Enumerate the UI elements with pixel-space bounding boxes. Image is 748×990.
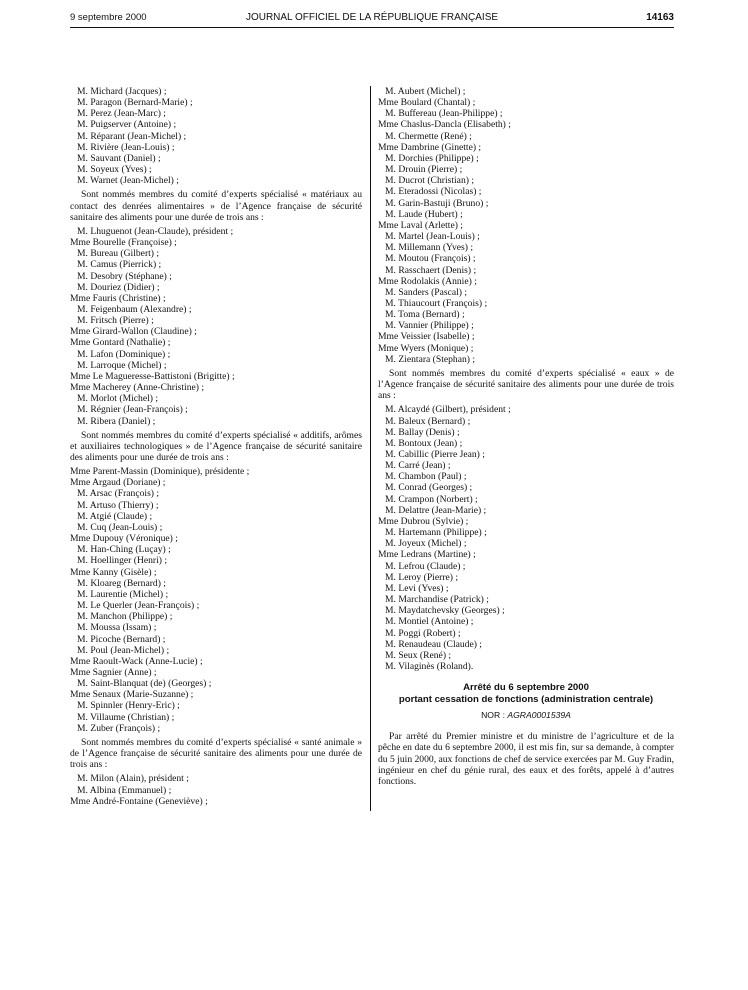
list-item: Mme Raoult-Wack (Anne-Lucie) ;	[70, 655, 203, 667]
list-item: Mme André-Fontaine (Geneviève) ;	[70, 795, 208, 807]
list-item: M. Saint-Blanquat (de) (Georges) ;	[77, 678, 212, 690]
list-item: M. Kloareg (Bernard) ;	[77, 577, 166, 589]
list-item: M. Michard (Jacques) ;	[77, 86, 167, 97]
list-item: Mme Bourelle (Françoise) ;	[70, 237, 177, 249]
list-item: M. Toma (Bernard) ;	[385, 309, 465, 321]
list-item: M. Aubert (Michel) ;	[385, 86, 466, 97]
list-item: M. Réparant (Jean-Michel) ;	[77, 130, 187, 142]
list-item: M. Lhuguenot (Jean-Claude), président ;	[77, 225, 234, 237]
list-item: Mme Gontard (Nathalie) ;	[70, 337, 171, 349]
decree-nor	[378, 710, 674, 721]
member-list	[70, 86, 362, 186]
list-item: M. Laurentie (Michel) ;	[77, 588, 169, 600]
list-item: M. Cuq (Jean-Louis) ;	[77, 521, 163, 533]
list-item: M. Baleux (Bernard) ;	[385, 415, 471, 427]
list-item: M. Sanders (Pascal) ;	[385, 286, 468, 298]
list-item: M. Delattre (Jean-Marie) ;	[385, 504, 487, 516]
list-item: Mme Kanny (Gisèle) ;	[70, 566, 157, 578]
right-column	[378, 86, 674, 787]
list-item: Mme Argaud (Doriane) ;	[70, 477, 166, 489]
list-item: M. Martel (Jean-Louis) ;	[385, 231, 480, 243]
list-item: M. Drouin (Pierre) ;	[385, 164, 463, 176]
decree-title-line1: Arrêté du 6 septembre 2000	[463, 682, 589, 694]
list-item: M. Fritsch (Pierre) ;	[77, 315, 154, 327]
column-divider	[370, 86, 371, 811]
left-column	[70, 86, 362, 807]
list-item: M. Feigenbaum (Alexandre) ;	[77, 303, 192, 315]
list-item: M. Alcaydé (Gilbert), président ;	[385, 404, 511, 416]
list-item: M. Perez (Jean-Marc) ;	[77, 108, 166, 120]
list-item: M. Bureau (Gilbert) ;	[77, 248, 160, 260]
list-item: M. Cabillic (Pierre Jean) ;	[385, 449, 485, 460]
list-item: M. Lefrou (Claude) ;	[385, 560, 466, 572]
list-item: M. Villaume (Christian) ;	[77, 711, 175, 723]
list-item: M. Bontoux (Jean) ;	[385, 437, 463, 449]
list-item: M. Leroy (Pierre) ;	[385, 571, 458, 583]
list-item: M. Artuso (Thierry) ;	[77, 499, 159, 511]
list-item: M. Rivière (Jean-Louis) ;	[77, 141, 175, 153]
list-item: Mme Macherey (Anne-Christine) ;	[70, 382, 205, 394]
list-item: Mme Wyers (Monique) ;	[378, 342, 474, 354]
list-item: M. Soyeux (Yves) ;	[77, 164, 152, 176]
list-item: M. Manchon (Philippe) ;	[77, 611, 173, 623]
list-item: Mme Laval (Arlette) ;	[378, 219, 463, 231]
list-item: M. Ballay (Denis) ;	[385, 426, 460, 438]
list-item: M. Maydatchevsky (Georges) ;	[385, 605, 505, 617]
decree-title-line2: portant cessation de fonctions (administration centrale)	[398, 693, 654, 705]
list-item: M. Seux (René) ;	[385, 649, 452, 661]
list-item: M. Le Querler (Jean-François) ;	[77, 600, 200, 612]
list-item: Mme Dambrine (Ginette) ;	[378, 141, 482, 153]
nor-label: NOR :	[481, 710, 505, 721]
list-item: M. Chambon (Paul) ;	[385, 471, 467, 483]
list-item: Mme Senaux (Marie-Suzanne) ;	[70, 689, 194, 701]
header-journal-title: JOURNAL OFFICIEL DE LA RÉPUBLIQUE FRANÇAISE	[245, 12, 499, 23]
list-item: M. Morlot (Michel) ;	[77, 393, 159, 405]
list-item: Mme Ledrans (Martine) ;	[378, 549, 476, 561]
list-item: M. Poul (Jean-Michel) ;	[77, 644, 170, 656]
list-item: M. Buffereau (Jean-Philippe) ;	[385, 108, 503, 120]
list-item: M. Ducrot (Christian) ;	[385, 175, 474, 187]
list-item: M. Hartemann (Philippe) ;	[385, 527, 487, 539]
committee-intro: Sont nommés membres du comité d’experts spécialisé « additifs, arômes et auxiliaires technologiques » de l’Agence française de sécurité sanitaire des aliments pour une durée de trois ans :	[70, 429, 362, 463]
list-item: M. Hoellinger (Henri) ;	[77, 555, 168, 567]
header-date: 9 septembre 2000	[70, 12, 147, 23]
list-item: Mme Veissier (Isabelle) ;	[378, 331, 475, 343]
list-item: M. Garin-Bastuji (Bruno) ;	[385, 197, 489, 209]
list-item: Mme Rodolakis (Annie) ;	[378, 275, 477, 287]
list-item: Mme Boulard (Chantal) ;	[378, 97, 476, 109]
decree-heading	[378, 682, 674, 705]
list-item: M. Arsac (François) ;	[77, 488, 160, 500]
list-item: M. Poggi (Robert) ;	[385, 627, 461, 639]
list-item: M. Montiel (Antoine) ;	[385, 616, 474, 628]
list-item: Mme Sagnier (Anne) ;	[70, 666, 157, 678]
member-list	[70, 773, 362, 806]
list-item: Mme Chaslus-Dancla (Elisabeth) ;	[378, 119, 511, 131]
list-item: Mme Le Magueresse-Battistoni (Brigitte) ;	[70, 370, 235, 382]
list-item: M. Lafon (Dominique) ;	[77, 348, 171, 360]
committee-intro: Sont nommés membres du comité d’experts spécialisé « matériaux au contact des denrées alimentaires » de l’Agence française de sécurité sanitaire des aliments pour une durée de trois ans :	[70, 189, 362, 223]
list-item: M. Atgié (Claude) ;	[77, 510, 153, 522]
list-item: M. Renaudeau (Claude) ;	[385, 638, 482, 650]
list-item: M. Eteradossi (Nicolas) ;	[385, 186, 482, 198]
page-header	[70, 12, 674, 26]
list-item: M. Rasschaert (Denis) ;	[385, 264, 477, 276]
member-list	[70, 466, 362, 734]
list-item: M. Moussa (Issam) ;	[77, 622, 157, 634]
member-list	[378, 86, 674, 365]
list-item: M. Marchandise (Patrick) ;	[385, 594, 489, 606]
list-item: M. Han-Ching (Luçay) ;	[77, 544, 171, 556]
nor-code: AGRA0001539A	[507, 710, 571, 721]
list-item: M. Millemann (Yves) ;	[385, 242, 474, 254]
list-item: M. Dorchies (Philippe) ;	[385, 152, 479, 164]
decree-body: Par arrêté du Premier ministre et du ministre de l’agriculture et de la pêche en date du 6 septembre 2000, il est mis fin, sur sa demande, à compter du 5 juin 2000, aux fonctions de chef de service exercées par M. Guy Fradin, ingénieur en chef du génie rural, des eaux et des forêts, appelé à d’autres fonctions.	[378, 731, 674, 787]
member-list	[70, 226, 362, 427]
list-item: M. Milon (Alain), président ;	[77, 773, 189, 785]
list-item: M. Laude (Hubert) ;	[385, 208, 463, 220]
list-item: M. Albina (Emmanuel) ;	[77, 784, 172, 796]
list-item: M. Paragon (Bernard-Marie) ;	[77, 97, 193, 109]
committee-intro: Sont nommés membres du comité d’experts spécialisé « santé animale » de l’Agence française de sécurité sanitaire des aliments pour une durée de trois ans :	[70, 736, 362, 771]
list-item: Mme Dubrou (Sylvie) ;	[378, 515, 469, 527]
list-item: M. Sauvant (Daniel) ;	[77, 152, 161, 164]
list-item: Mme Fauris (Christine) ;	[70, 292, 166, 304]
header-rule	[70, 27, 674, 28]
list-item: M. Carré (Jean) ;	[385, 460, 451, 472]
list-item: Mme Dupouy (Véronique) ;	[70, 533, 178, 545]
list-item: M. Puigserver (Antoine) ;	[77, 119, 177, 131]
list-item: M. Joyeux (Michel) ;	[385, 538, 467, 550]
list-item: Mme Girard-Wallon (Claudine) ;	[70, 326, 197, 338]
list-item: Mme Parent-Massin (Dominique), présidente ;	[70, 466, 250, 478]
list-item: M. Régnier (Jean-François) ;	[77, 404, 188, 416]
list-item: M. Desobry (Stéphane) ;	[77, 270, 172, 282]
list-item: M. Chermette (René) ;	[385, 130, 472, 142]
list-item: M. Spinnler (Henry-Eric) ;	[77, 700, 180, 712]
list-item: M. Thiaucourt (François) ;	[385, 297, 488, 309]
list-item: M. Vannier (Philippe) ;	[385, 320, 474, 332]
list-item: M. Camus (Pierrick) ;	[77, 259, 162, 271]
list-item: M. Warnet (Jean-Michel) ;	[77, 175, 179, 187]
list-item: M. Larroque (Michel) ;	[77, 359, 167, 371]
committee-intro: Sont nommés membres du comité d’experts spécialisé « eaux » de l’Agence française de sécurité sanitaire des aliments pour une durée de trois ans :	[378, 367, 674, 402]
list-item: M. Zientara (Stephan) ;	[385, 353, 476, 365]
list-item: M. Picoche (Bernard) ;	[77, 633, 166, 645]
list-item: M. Crampon (Norbert) ;	[385, 493, 478, 505]
list-item: M. Moutou (François) ;	[385, 253, 476, 265]
list-item: M. Ribera (Daniel) ;	[77, 415, 156, 427]
member-list	[378, 404, 674, 672]
list-item: M. Zuber (François) ;	[77, 722, 161, 734]
list-item: M. Douriez (Didier) ;	[77, 281, 160, 293]
header-page-number: 14163	[646, 12, 674, 23]
list-item: M. Levi (Yves) ;	[385, 582, 449, 594]
list-item: M. Vilaginès (Roland).	[385, 660, 474, 672]
list-item: M. Conrad (Georges) ;	[385, 482, 473, 494]
